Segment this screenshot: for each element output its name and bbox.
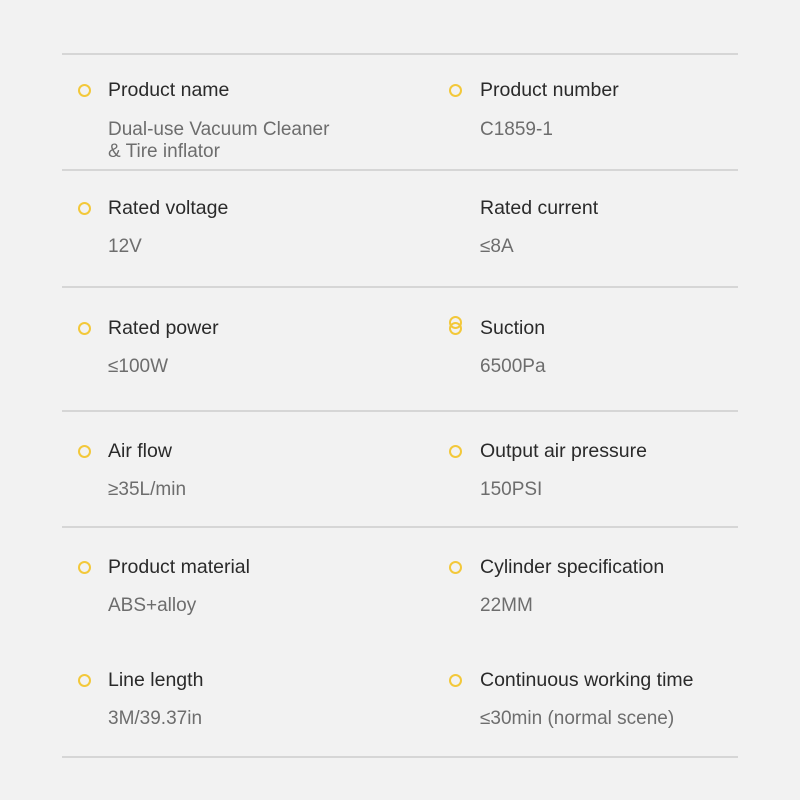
spec-value: 3M/39.37in	[108, 708, 203, 729]
divider	[62, 410, 738, 412]
circle-bullet-icon	[78, 561, 91, 574]
spec-label: Cylinder specification	[480, 556, 665, 578]
spec-value: ≤100W	[108, 356, 169, 377]
spec-value: Dual-use Vacuum Cleaner	[108, 119, 330, 140]
spec-label: Rated current	[480, 197, 599, 219]
spec-value: ≥35L/min	[108, 479, 187, 500]
spec-label: Product number	[480, 79, 619, 101]
divider	[62, 756, 738, 758]
spec-value: 22MM	[480, 595, 533, 616]
spec-label: Rated voltage	[108, 197, 229, 219]
spec-value: & Tire inflator	[108, 141, 220, 162]
spec-value: 6500Pa	[480, 356, 546, 377]
spec-value: ABS+alloy	[108, 595, 197, 616]
circle-bullet-icon	[449, 84, 462, 97]
spec-label: Product material	[108, 556, 250, 578]
spec-value: 12V	[108, 236, 142, 257]
spec-label: Air flow	[108, 440, 172, 462]
double-circle-bullet-icon	[449, 316, 462, 329]
spec-value: 150PSI	[480, 479, 543, 500]
spec-label: Continuous working time	[480, 669, 694, 691]
divider	[62, 169, 738, 171]
spec-label: Output air pressure	[480, 440, 647, 462]
divider	[62, 53, 738, 55]
spec-value: ≤8A	[480, 236, 514, 257]
spec-label: Line length	[108, 669, 204, 691]
spec-value: C1859-1	[480, 119, 553, 140]
spec-label: Rated power	[108, 317, 219, 339]
circle-bullet-icon	[78, 202, 91, 215]
divider	[62, 526, 738, 528]
circle-bullet-icon	[449, 445, 462, 458]
circle-bullet-icon	[449, 674, 462, 687]
spec-label: Suction	[480, 317, 546, 339]
spec-label: Product name	[108, 79, 230, 101]
circle-bullet-icon	[78, 322, 91, 335]
circle-bullet-icon	[449, 561, 462, 574]
circle-bullet-icon	[78, 445, 91, 458]
spec-value: ≤30min (normal scene)	[480, 708, 675, 729]
circle-bullet-icon	[78, 674, 91, 687]
circle-bullet-icon	[78, 84, 91, 97]
divider	[62, 286, 738, 288]
